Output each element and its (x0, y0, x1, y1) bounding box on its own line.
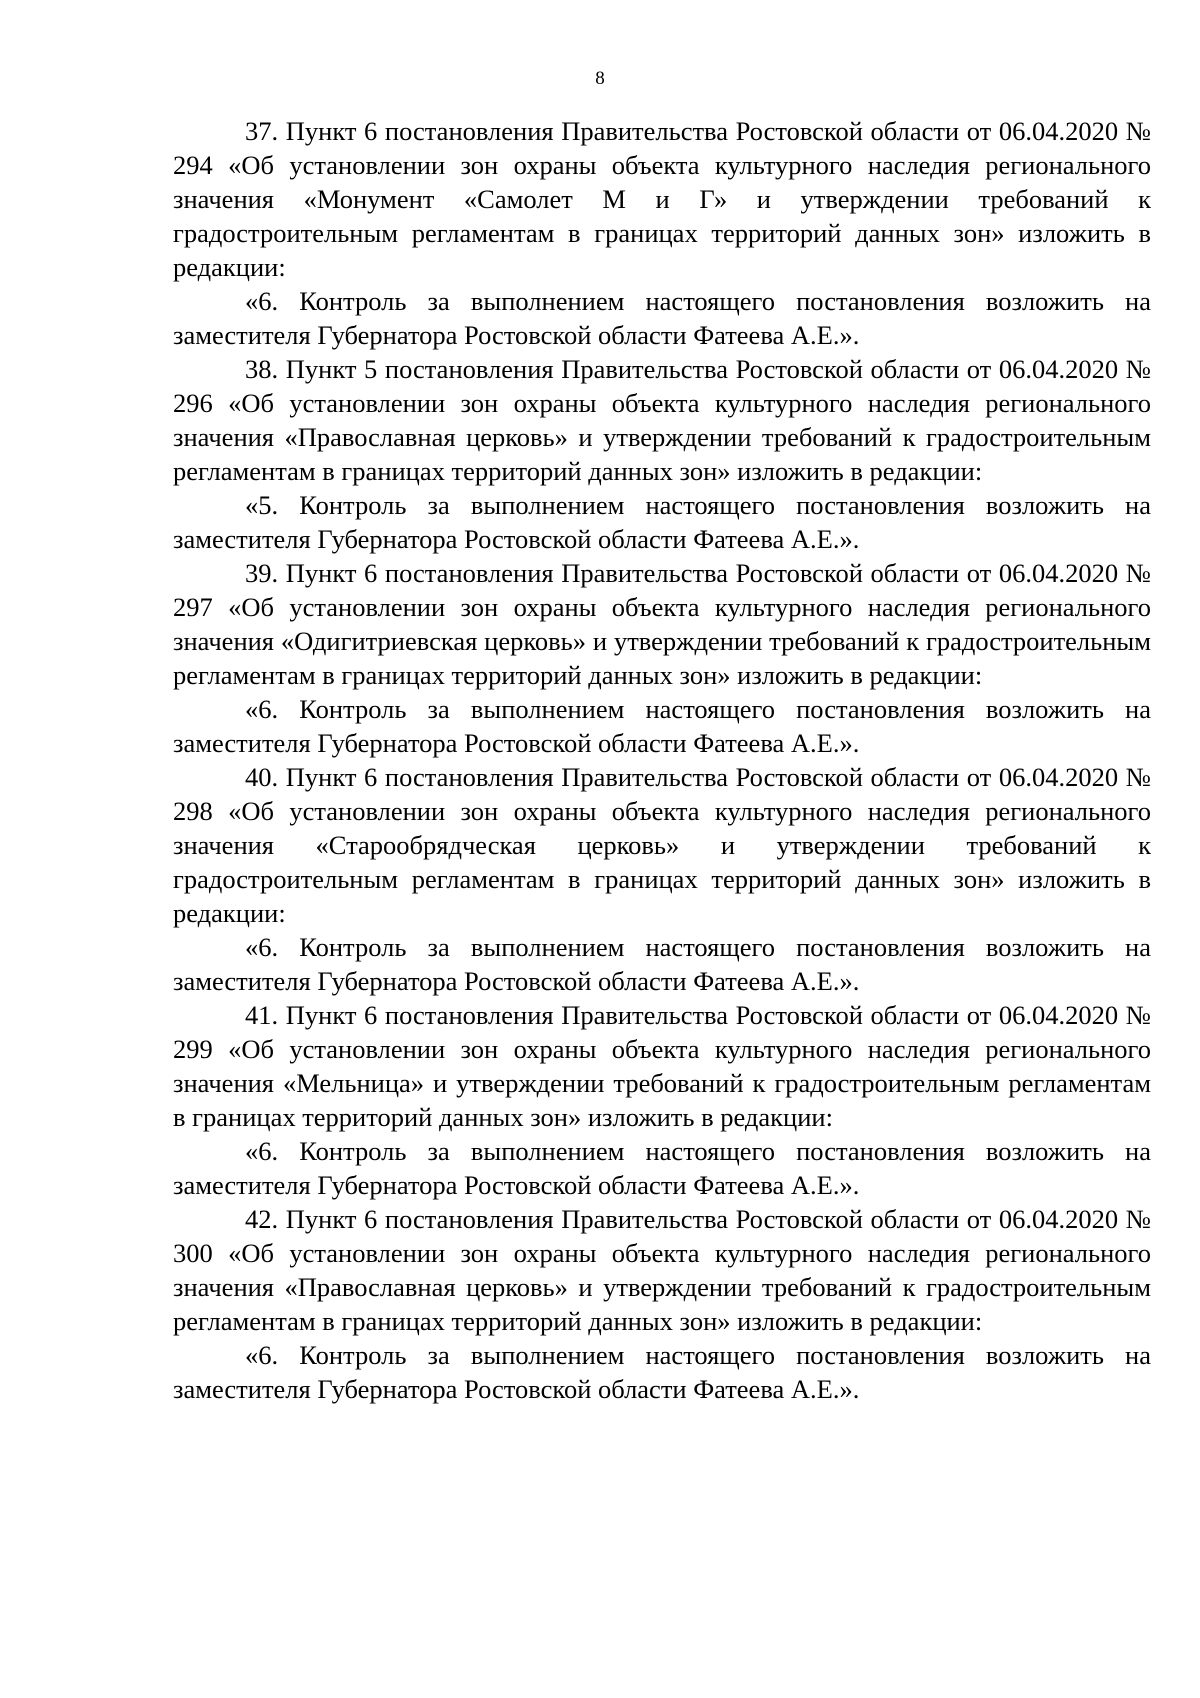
item-39-paragraph: 39. Пункт 6 постановления Правительства Ростовской области от 06.04.2020 № 297 «Об установлении зон охраны объекта культурного наследия регионального значения «Одигитриевская церковь» и утверждении требований к градостроительным регламентам в границах территорий данных зон» изложить в редакции: (173, 558, 1151, 690)
item-40-paragraph: 40. Пункт 6 постановления Правительства Ростовской области от 06.04.2020 № 298 «Об установлении зон охраны объекта культурного наследия регионального значения «Старообрядческая церковь» и утверждении требований к градостроительным регламентам в границах территорий данных зон» изложить в редакции: (173, 762, 1151, 928)
item-40-new-text: «6. Контроль за выполнением настоящего постановления возложить на заместителя Губернатора Ростовской области Фатеева А.Е.». (173, 932, 1151, 996)
item-42-new-text: «6. Контроль за выполнением настоящего постановления возложить на заместителя Губернатора Ростовской области Фатеева А.Е.». (173, 1340, 1151, 1404)
item-41-paragraph: 41. Пункт 6 постановления Правительства Ростовской области от 06.04.2020 № 299 «Об установлении зон охраны объекта культурного наследия регионального значения «Мельница» и утверждении требований к градостроительным регламентам в границах территорий данных зон» изложить в редакции: (173, 1000, 1151, 1132)
item-38-new-text: «5. Контроль за выполнением настоящего постановления возложить на заместителя Губернатора Ростовской области Фатеева А.Е.». (173, 490, 1151, 554)
item-37-new-text: «6. Контроль за выполнением настоящего постановления возложить на заместителя Губернатора Ростовской области Фатеева А.Е.». (173, 286, 1151, 350)
page-number: 8 (595, 68, 605, 89)
item-37-paragraph: 37. Пункт 6 постановления Правительства Ростовской области от 06.04.2020 № 294 «Об установлении зон охраны объекта культурного наследия регионального значения «Монумент «Самолет М и Г» и утверждении требований к градостроительным регламентам в границах территорий данных зон» изложить в редакции: (173, 116, 1151, 282)
item-39-new-text: «6. Контроль за выполнением настоящего постановления возложить на заместителя Губернатора Ростовской области Фатеева А.Е.». (173, 694, 1151, 758)
item-41-new-text: «6. Контроль за выполнением настоящего постановления возложить на заместителя Губернатора Ростовской области Фатеева А.Е.». (173, 1136, 1151, 1200)
document-body (173, 114, 1151, 1406)
item-38-paragraph: 38. Пункт 5 постановления Правительства Ростовской области от 06.04.2020 № 296 «Об установлении зон охраны объекта культурного наследия регионального значения «Православная церковь» и утверждении требований к градостроительным регламентам в границах территорий данных зон» изложить в редакции: (173, 354, 1151, 486)
item-42-paragraph: 42. Пункт 6 постановления Правительства Ростовской области от 06.04.2020 № 300 «Об установлении зон охраны объекта культурного наследия регионального значения «Православная церковь» и утверждении требований к градостроительным регламентам в границах территорий данных зон» изложить в редакции: (173, 1204, 1151, 1336)
